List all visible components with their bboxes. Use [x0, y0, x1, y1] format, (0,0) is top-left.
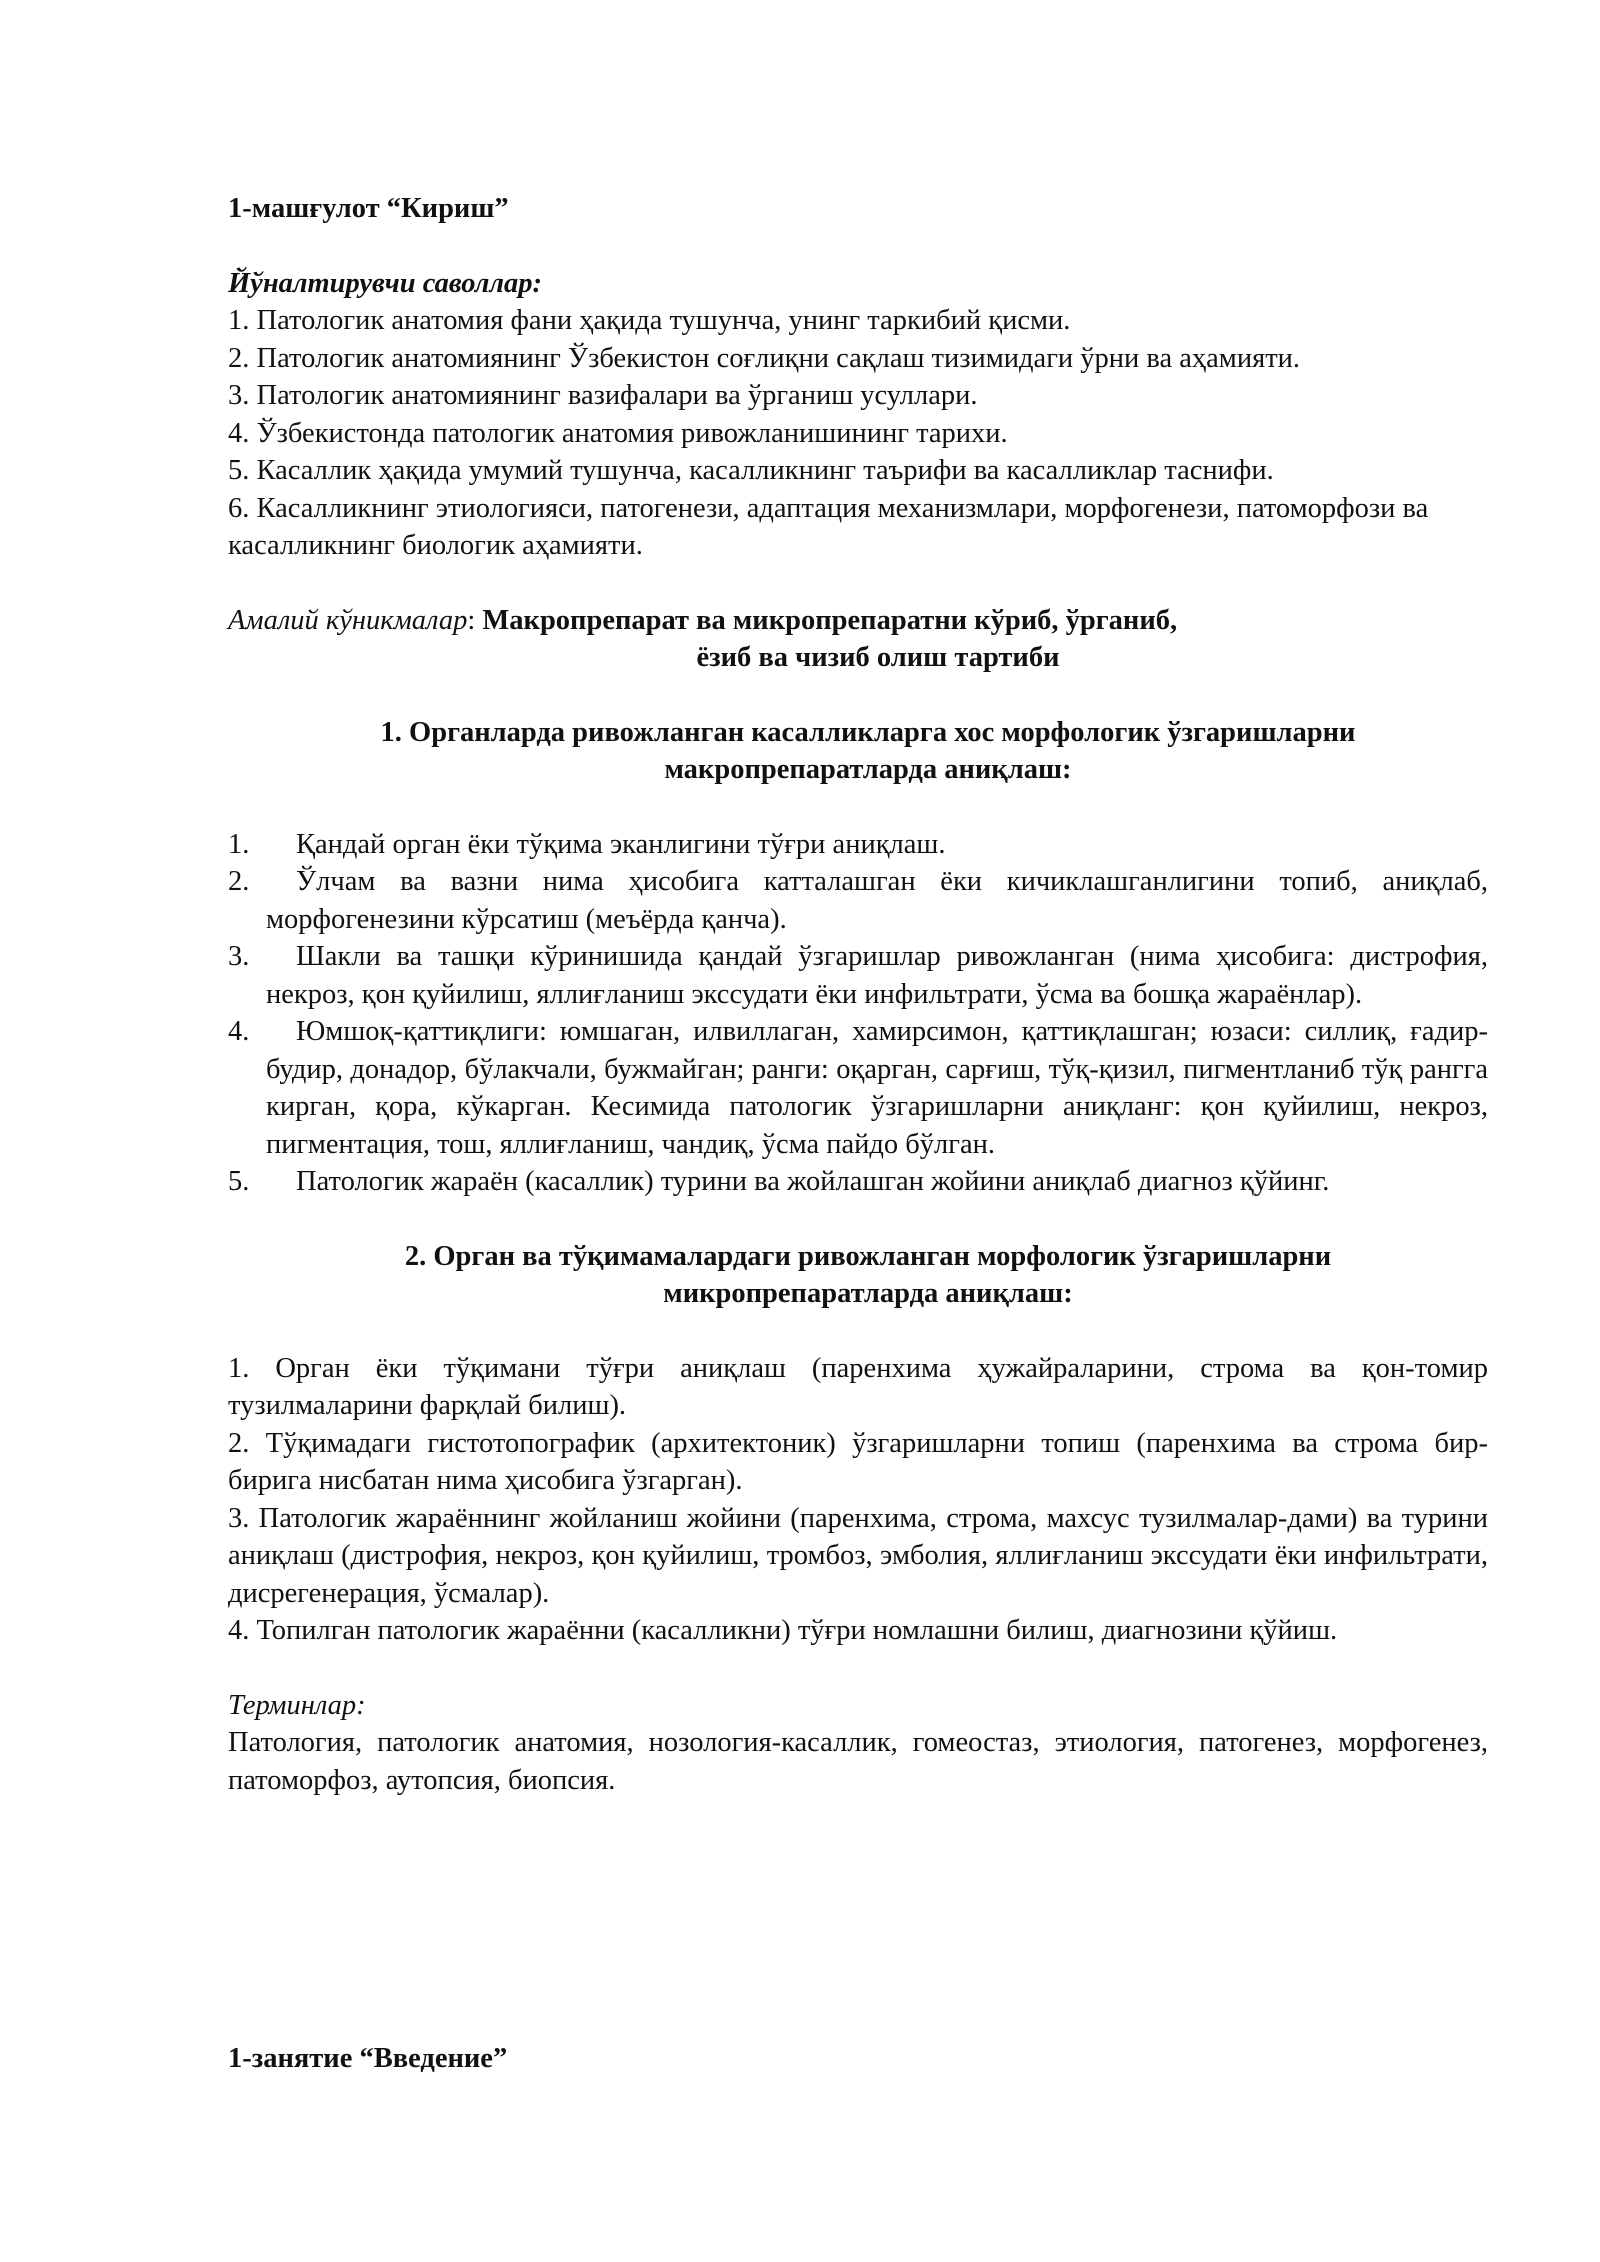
questions-list: [228, 302, 1488, 565]
question-item: 6. Касалликнинг этиологияси, патогенези, адаптация механизмлари, морфогенези, патоморфози ва касалликнинг биологик аҳамияти.: [228, 492, 1429, 561]
terms-text: Патология, патологик анатомия, нозология-касаллик, гомеостаз, этиология, патогенез, морфогенез, патоморфоз, аутопсия, биопсия.: [228, 1727, 1488, 1796]
document-page: [228, 190, 1488, 1799]
list-item-text: Шакли ва ташқи кўринишида қандай ўзгаришлар ривожланган (нима ҳисобига: дистрофия, некроз, қон қуйилиш, яллиғланиш экссудати ёки инфильтрати, ўсма ва бошқа жараёнлар).: [266, 941, 1488, 1010]
lesson-title: 1-машғулот “Кириш”: [228, 193, 509, 224]
list-item: 4. Топилган патологик жараённи (касалликни) тўғри номлашни билиш, диагнозини қўйиш.: [228, 1615, 1338, 1646]
list-item: [228, 863, 1488, 938]
list-item-text: Қандай орган ёки тўқима эканлигини тўғри аниқлаш.: [296, 828, 946, 860]
macro-steps-list: [228, 826, 1488, 1201]
list-item-number: 3.: [228, 941, 250, 972]
question-item: 5. Касаллик ҳақида умумий тушунча, касалликнинг таърифи ва касалликлар таснифи.: [228, 455, 1274, 486]
questions-heading: Йўналтирувчи саволлар:: [228, 267, 543, 299]
skills-label: Амалий кўникмалар: [228, 604, 468, 636]
list-item: [228, 1163, 1488, 1201]
list-item-number: 4.: [228, 1016, 250, 1047]
terms-heading: Терминлар:: [228, 1689, 366, 1721]
list-item: [228, 826, 1488, 864]
skills-value-line1: Макропрепарат ва микропрепаратни кўриб, ўрганиб,: [482, 604, 1178, 636]
question-item: 3. Патологик анатомиянинг вазифалари ва ўрганиш усуллари.: [228, 380, 978, 411]
list-item: 2. Тўқимадаги гистотопографик (архитектоник) ўзгаришларни топиш (паренхима ва строма бир-бирига нисбатан нима ҳисобига ўзгарган).: [228, 1427, 1488, 1496]
skills-value-line2: ёзиб ва чизиб олиш тартиби: [696, 642, 1060, 673]
question-item: 4. Ўзбекистонда патологик анатомия ривожланишининг тарихи.: [228, 417, 1008, 449]
list-item-text: Ўлчам ва вазни нима ҳисобига катталашган ёки кичиклашганлигини топиб, аниқлаб, морфогенезини кўрсатиш (меъёрда қанча).: [266, 866, 1488, 935]
list-item-text: Патологик жараён (касаллик) турини ва жойлашган жойини аниқлаб диагноз қўйинг.: [296, 1166, 1330, 1197]
list-item: [228, 938, 1488, 1013]
question-item: 2. Патологик анатомиянинг Ўзбекистон соғлиқни сақлаш тизимидаги ўрни ва аҳамияти.: [228, 342, 1301, 374]
micro-steps-list: [228, 1350, 1488, 1650]
section1-heading: 1. Органларда ривожланган касалликларга хос морфологик ўзгаришларни макропрепаратларда аниқлаш:: [380, 716, 1356, 785]
list-item: 3. Патологик жараённинг жойланиш жойини (паренхима, строма, махсус тузилмалар-дами) ва турини аниқлаш (дистрофия, некроз, қон қуйилиш, тромбоз, эмболия, яллиғланиш экссудати ёки инфильтрати, дисрегенерация, ўсмалар).: [228, 1502, 1488, 1609]
section2-heading: 2. Орган ва тўқимамалардаги ривожланган морфологик ўзгаришларни микропрепаратларда аниқлаш:: [404, 1240, 1332, 1309]
list-item-number: 5.: [228, 1166, 250, 1197]
next-lesson-title: 1-занятие “Введение”: [228, 2043, 508, 2074]
skills-line: Амалий кўникмалар: Макропрепарат ва микропрепаратни кўриб, ўрганиб,: [228, 604, 1178, 636]
list-item: [228, 1013, 1488, 1163]
list-item: 1. Орган ёки тўқимани тўғри аниқлаш (паренхима ҳужайраларини, строма ва қон-томир тузилмаларини фарқлай билиш).: [228, 1352, 1488, 1421]
list-item-text: Юмшоқ-қаттиқлиги: юмшаган, илвиллаган, хамирсимон, қаттиқлашган; юзаси: силлиқ, ғадир-будир, донадор, бўлакчали, бужмайган; ранги: оқарган, сарғиш, тўқ-қизил, пигментланиб тўқ рангга кирган, қора, кўкарган. Кесимида патологик ўзгаришларни аниқланг: қон қуйилиш, некроз, пигментация, тош, яллиғланиш, чандиқ, ўсма пайдо бўлган.: [266, 1016, 1488, 1160]
list-item-number: 1.: [228, 828, 250, 860]
list-item-number: 2.: [228, 866, 250, 897]
question-item: 1. Патологик анатомия фани ҳақида тушунча, унинг таркибий қисми.: [228, 305, 1071, 336]
